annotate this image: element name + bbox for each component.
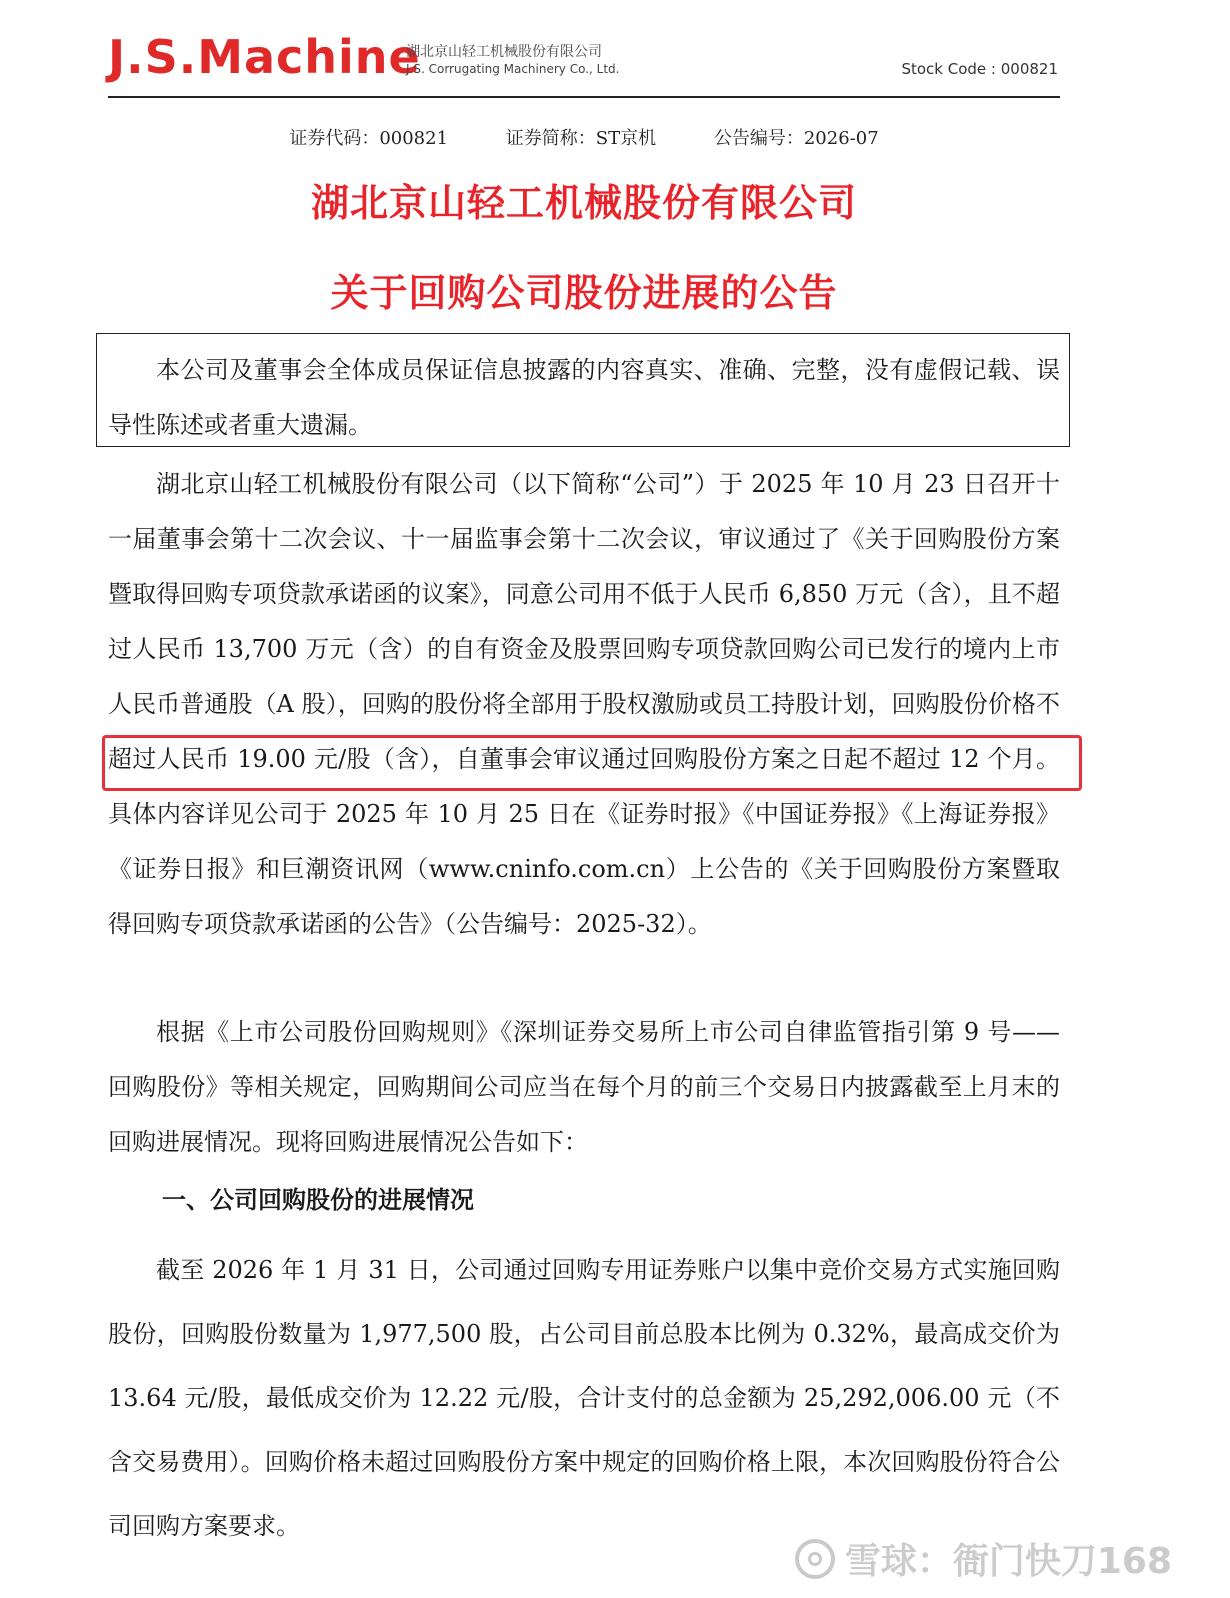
notice-text: 本公司及董事会全体成员保证信息披露的内容真实、准确、完整，没有虚假记载、误导性陈述或者重大遗漏。 [108,356,1060,439]
watermark-text: 雪球：衙门快刀168 [844,1541,1172,1582]
security-meta [0,124,1168,150]
paragraph-regulation: 根据《上市公司股份回购规则》《深圳证券交易所上市公司自律监管指引第 9 号——回购股份》等相关规定，回购期间公司应当在每个月的前三个交易日内披露截至上月末的回购进展情况。现将回购进展情况公告如下： [108,1018,1060,1156]
title-subject: 关于回购公司股份进展的公告 [330,271,838,315]
company-name-block [406,44,620,78]
security-abbr: 证券简称：ST京机 [505,128,657,149]
company-name-cn: 湖北京山轻工机械股份有限公司 [406,44,602,60]
watermark [795,1533,1172,1584]
highlight-annotation [102,735,1082,791]
snowball-icon [795,1539,835,1579]
company-logo: J.S.Machine [108,30,421,84]
announcement-number: 公告编号：2026-07 [713,128,879,149]
stock-code: Stock Code : 000821 [901,60,1058,78]
paragraph-progress: 截至 2026 年 1 月 31 日，公司通过回购专用证券账户以集中竞价交易方式实施回购股份，回购股份数量为 1,977,500 股，占公司目前总股本比例为 0.32%，最高成交价为 13.64 元/股，最低成交价为 12.22 元/股，合计支付的总金额为 25,292,006.00 元（不含交易费用）。回购价格未超过回购股份方案中规定的回购价格上限，本次回购股份符合公司回购方案要求。 [108,1256,1060,1540]
paragraph-background: 湖北京山轻工机械股份有限公司（以下简称“公司”）于 2025 年 10 月 23 日召开十一届董事会第十二次会议、十一届监事会第十二次会议，审议通过了《关于回购股份方案暨取得回购专项贷款承诺函的议案》，同意公司用不低于人民币 6,850 万元（含），且不超过人民币 13,700 万元（含）的自有资金及股票回购专项贷款回购公司已发行的境内上市人民币普通股（A 股），回购的股份将全部用于股权激励或员工持股计划，回购股份价格不超过人民币 19.00 元/股（含），自董事会审议通过回购股份方案之日起不超过 12 个月。具体内容详见公司于 2025 年 10 月 25 日在《证券时报》《中国证券报》《上海证券报》《证券日报》和巨潮资讯网（www.cninfo.com.cn）上公告的《关于回购股份方案暨取得回购专项贷款承诺函的公告》（公告编号：2025-32）。 [108,470,1060,938]
security-code: 证券代码：000821 [289,128,449,149]
section-heading: 一、公司回购股份的进展情况 [162,1186,474,1214]
header-divider [108,96,1060,98]
title-company: 湖北京山轻工机械股份有限公司 [310,181,857,225]
company-name-en: J.S. Corrugating Machinery Co., Ltd. [406,62,620,76]
